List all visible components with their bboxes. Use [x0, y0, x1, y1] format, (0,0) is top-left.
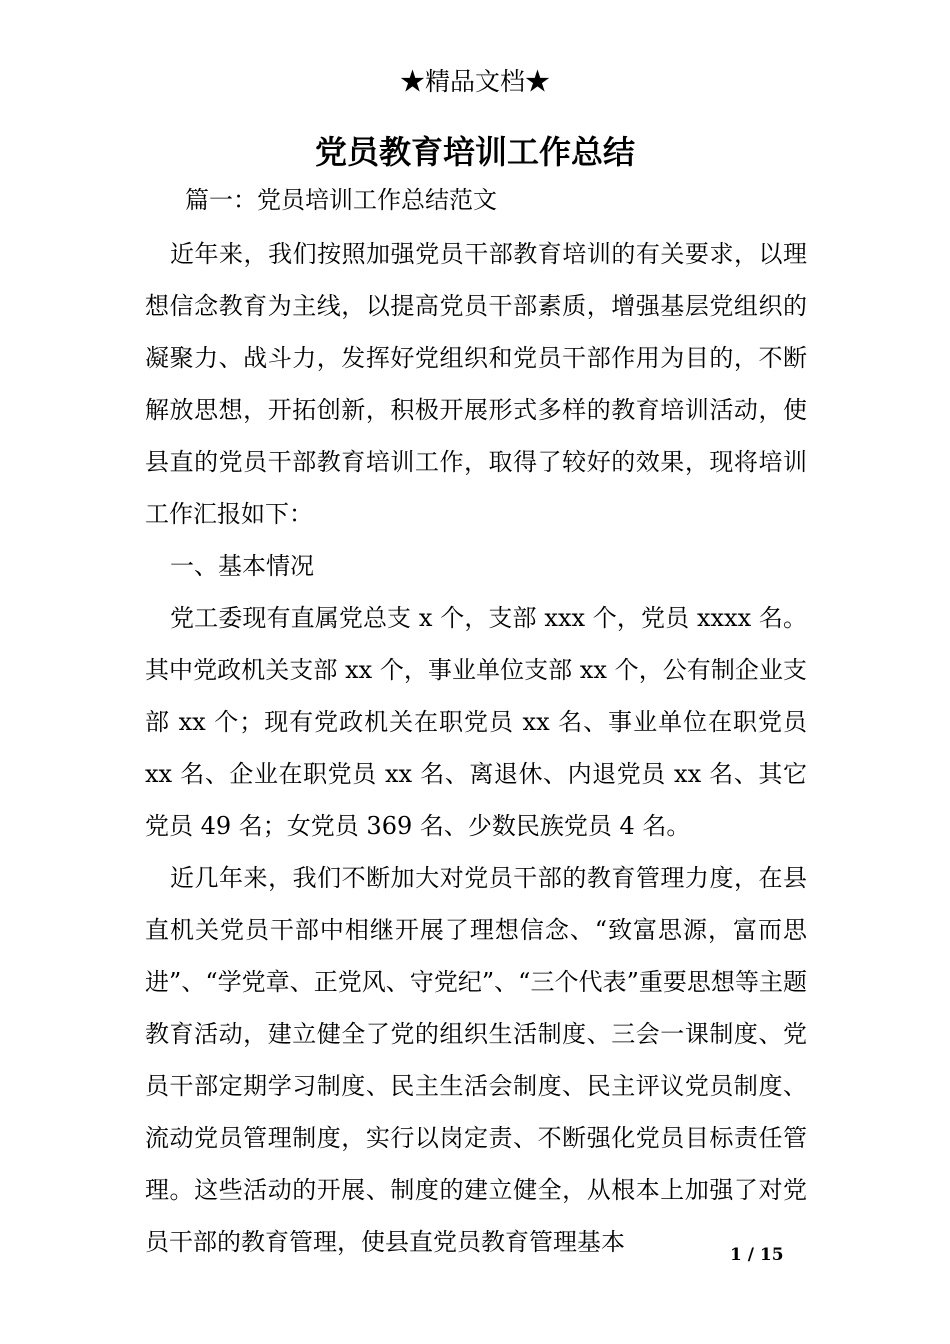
paragraph-statistics: 党工委现有直属党总支 x 个，支部 xxx 个，党员 xxxx 名。其中党政机关支部 xx 个，事业单位支部 xx 个，公有制企业支部 xx 个；现有党政机关在职党员 xx 名、事业单位在职党员 xx 名、企业在职党员 xx 名、离退休、内退党员 xx 名、其它党员 49 名；女党员 369 名、少数民族党员 4 名。 — [145, 604, 807, 840]
page-number: 1 / 15 — [730, 1245, 784, 1265]
document-header: ★精品文档★ — [399, 67, 550, 96]
section-heading-basic-situation: 一、基本情况 — [170, 552, 314, 580]
section-subtitle: 篇一：党员培训工作总结范文 — [185, 186, 497, 214]
page-title: 党员教育培训工作总结 — [314, 133, 635, 171]
document-body — [145, 228, 807, 1268]
paragraph-intro: 近年来，我们按照加强党员干部教育培训的有关要求，以理想信念教育为主线，以提高党员干部素质，增强基层党组织的凝聚力、战斗力，发挥好党组织和党员干部作用为目的，不断解放思想，开拓创新，积极开展形式多样的教育培训活动，使县直的党员干部教育培训工作，取得了较好的效果，现将培训工作汇报如下： — [145, 240, 807, 528]
paragraph-education-management: 近几年来，我们不断加大对党员干部的教育管理力度，在县直机关党员干部中相继开展了理想信念、“致富思源，富而思进”、“学党章、正党风、守党纪”、“三个代表”重要思想等主题教育活动，建立健全了党的组织生活制度、三会一课制度、党员干部定期学习制度、民主生活会制度、民主评议党员制度、流动党员管理制度，实行以岗定责、不断强化党员目标责任管理。这些活动的开展、制度的建立健全，从根本上加强了对党员干部的教育管理，使县直党员教育管理基本 — [145, 864, 807, 1256]
